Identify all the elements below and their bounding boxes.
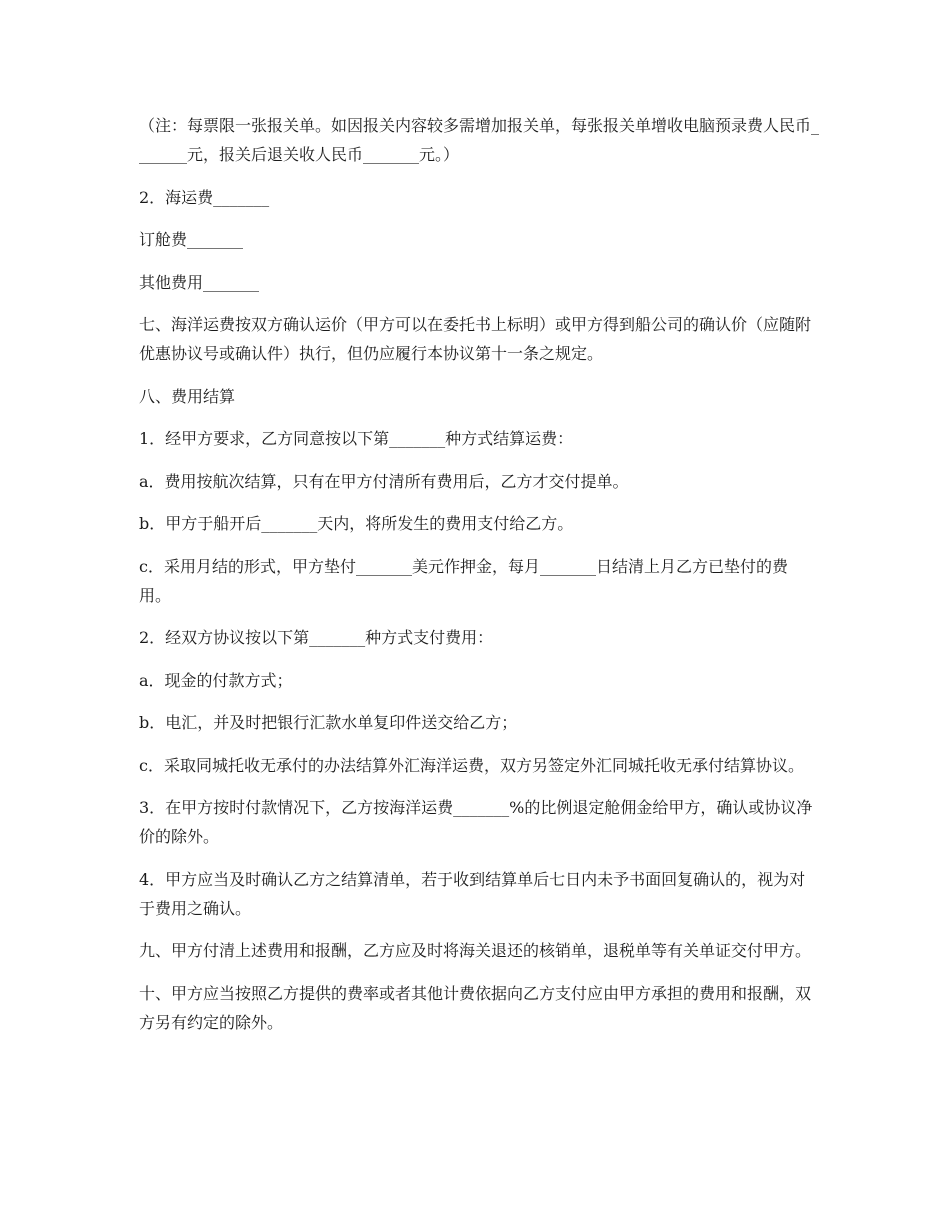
payment-option-a: a．现金的付款方式； (139, 670, 293, 690)
clause-10-fees: 十、甲方应当按照乙方提供的费率或者其他计费依据向乙方支付应由甲方承担的费用和报酬，双方另有约定的除外。 (139, 983, 812, 1032)
clause-9-documents: 九、甲方付清上述费用和报酬，乙方应及时将海关退还的核销单，退税单等有关单证交付甲方。 (139, 941, 812, 960)
commission-refund-3: 3．在甲方按时付款情况下，乙方按海洋运费_______%的比例退定舱佣金给甲方，确认或协议净价的除外。 (139, 798, 813, 846)
document-body (139, 111, 819, 1050)
ocean-freight-fee: 2．海运费_______ (139, 187, 270, 207)
clause-7-ocean-freight: 七、海洋运费按双方确认运价（甲方可以在委托书上标明）或甲方得到船公司的确认价（应随附优惠协议号或确认件）执行，但仍应履行本协议第十一条之规定。 (139, 315, 812, 363)
clause-8-heading: 八、费用结算 (139, 386, 236, 406)
payment-option-b: b．电汇，并及时把银行汇款水单复印件送交给乙方； (139, 713, 518, 732)
settlement-option-a: a．费用按航次结算，只有在甲方付清所有费用后，乙方才交付提单。 (139, 471, 629, 491)
settlement-option-c: c．采用月结的形式，甲方垫付_______美元作押金，每月_______日结清上月乙方已垫付的费用。 (139, 556, 788, 605)
note-customs-declaration: （注：每票限一张报关单。如因报关内容较多需增加报关单，每张报关单增收电脑预录费人民币_______元，报关后退关收人民币_______元。） (139, 116, 820, 164)
settlement-option-b: b．甲方于船开后_______天内，将所发生的费用支付给乙方。 (139, 514, 574, 533)
settlement-method-1: 1．经甲方要求，乙方同意按以下第_______种方式结算运费： (139, 429, 574, 448)
other-fees: 其他费用_______ (139, 272, 260, 292)
booking-fee: 订舱费_______ (139, 230, 244, 249)
payment-method-2: 2．经双方协议按以下第_______种方式支付费用： (139, 628, 494, 647)
statement-confirmation-4: 4．甲方应当及时确认乙方之结算清单，若于收到结算单后七日内未予书面回复确认的，视为对于费用之确认。 (139, 869, 806, 918)
payment-option-c: c．采取同城托收无承付的办法结算外汇海洋运费，双方另签定外汇同城托收无承付结算协议。 (139, 755, 804, 775)
